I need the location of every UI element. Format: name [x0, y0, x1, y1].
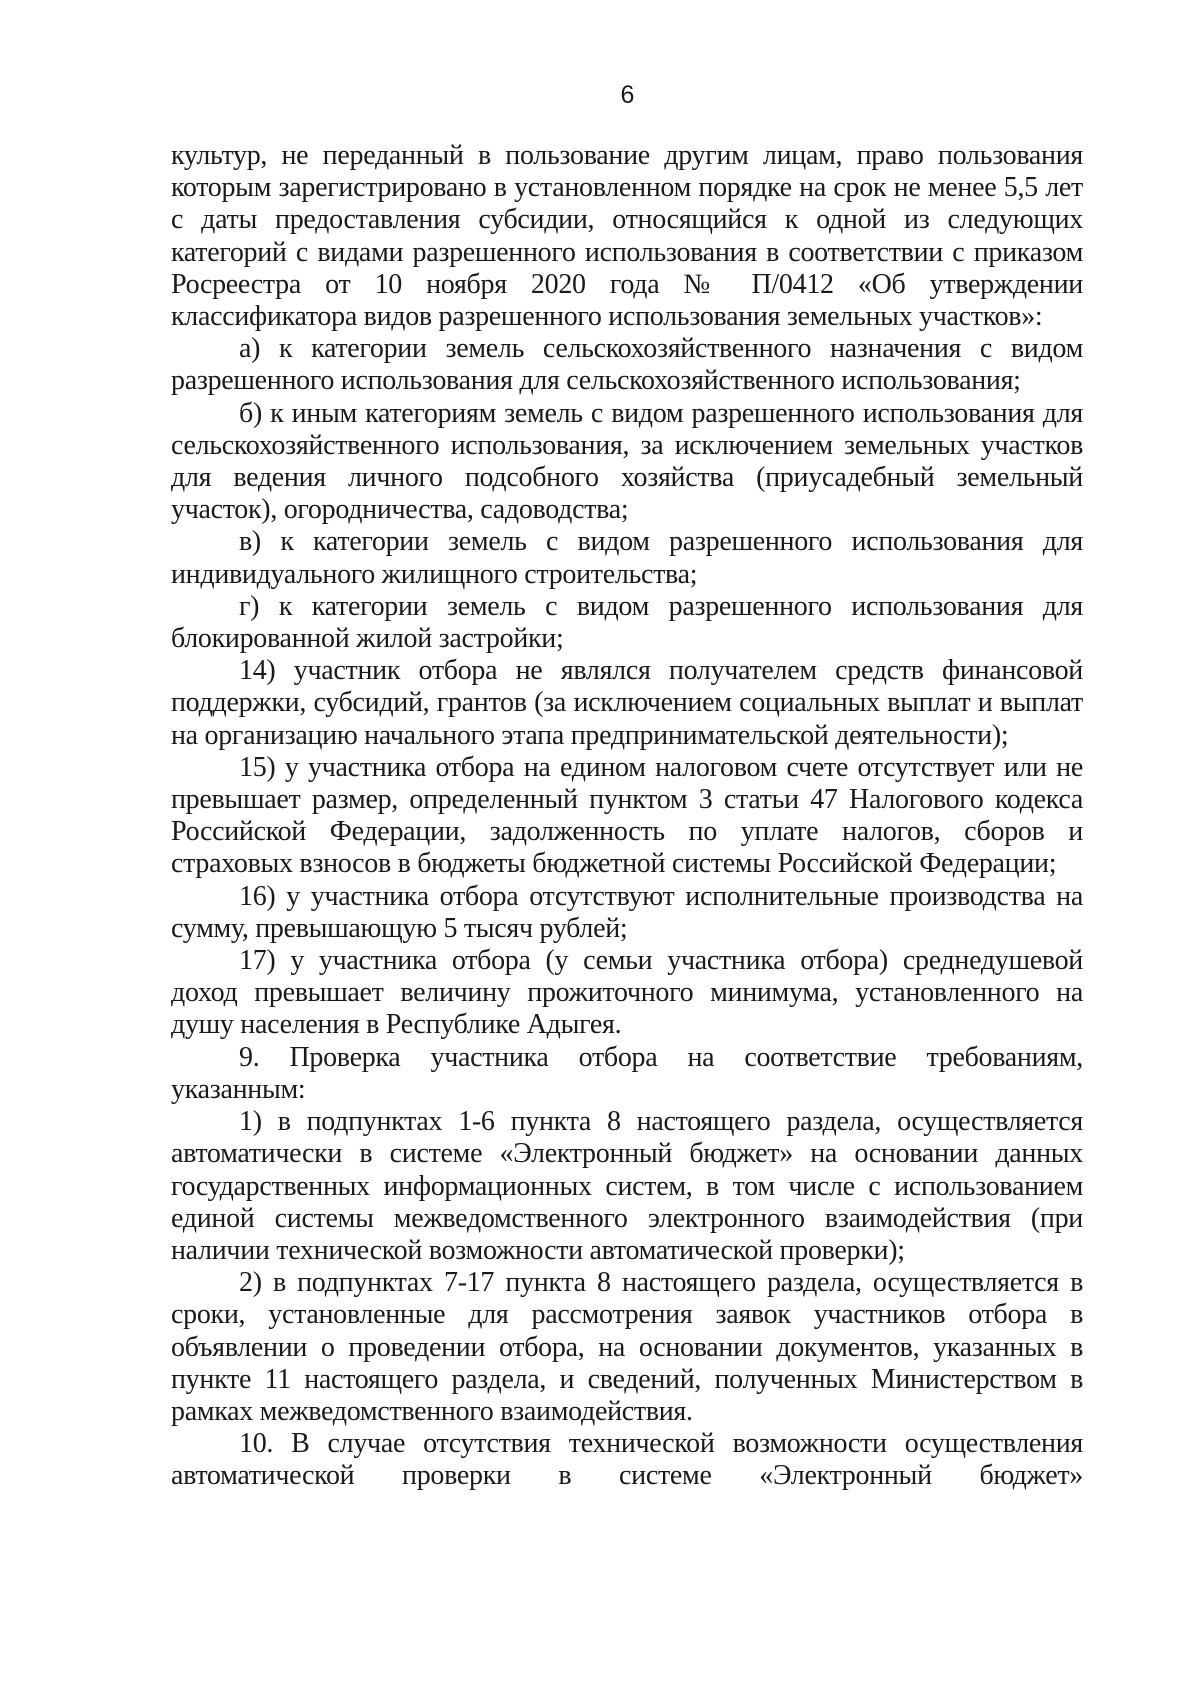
paragraph-item-a: а) к категории земель сельскохозяйственного назначения с видом разрешенного использования для сельскохозяйственного использования;	[171, 333, 1083, 397]
document-body	[171, 140, 1083, 1493]
page-number: 6	[620, 81, 635, 109]
paragraph-section-10: 10. В случае отсутствия технической возможности осуществления автоматической проверки в системе «Электронный бюджет»	[171, 1428, 1083, 1492]
paragraph-item-g: г) к категории земель с видом разрешенного использования для блокированной жилой застройки;	[171, 590, 1083, 655]
paragraph-item-15: 15) у участника отбора на едином налоговом счете отсутствует или не превышает размер, определенный пунктом 3 статьи 47 Налогового кодекса Российской Федерации, задолженность по уплате налогов, сборов и страховых взносов в бюджеты бюджетной системы Российской Федерации;	[171, 751, 1083, 880]
paragraph-continuation: культур, не переданный в пользование другим лицам, право пользования которым зарегистрировано в установленном порядке на срок не менее 5,5 лет с даты предоставления субсидии, относящийся к одной из следующих категорий с видами разрешенного использования в соответствии с приказом Росреестра от 10 ноября 2020 года № П/0412 «Об утверждении классификатора видов разрешенного использования земельных участков»:	[171, 140, 1083, 333]
paragraph-section-9-item-1: 1) в подпунктах 1-6 пункта 8 настоящего раздела, осуществляется автоматически в системе «Электронный бюджет» на основании данных государственных информационных систем, в том числе с использованием единой системы межведомственного электронного взаимодействия (при наличии технической возможности автоматической проверки);	[171, 1106, 1083, 1266]
paragraph-item-17: 17) у участника отбора (у семьи участника отбора) среднедушевой доход превышает величину прожиточного минимума, установленного на душу населения в Республике Адыгея.	[171, 945, 1083, 1041]
paragraph-item-b: б) к иным категориям земель с видом разрешенного использования для сельскохозяйственного использования, за исключением земельных участков для ведения личного подсобного хозяйства (приусадебный земельный участок), огородничества, садоводства;	[171, 397, 1083, 526]
paragraph-section-9: 9. Проверка участника отбора на соответствие требованиям, указанным:	[171, 1041, 1083, 1105]
paragraph-section-9-item-2: 2) в подпунктах 7-17 пункта 8 настоящего раздела, осуществляется в сроки, установленные для рассмотрения заявок участников отбора в объявлении о проведении отбора, на основании документов, указанных в пункте 11 настоящего раздела, и сведений, полученных Министерством в рамках межведомственного взаимодействия.	[171, 1267, 1083, 1427]
paragraph-item-16: 16) у участника отбора отсутствуют исполнительные производства на сумму, превышающую 5 тысяч рублей;	[171, 880, 1083, 944]
paragraph-item-14: 14) участник отбора не являлся получателем средств финансовой поддержки, субсидий, грантов (за исключением социальных выплат и выплат на организацию начального этапа предпринимательской деятельности);	[171, 655, 1083, 751]
paragraph-item-v: в) к категории земель с видом разрешенного использования для индивидуального жилищного строительства;	[171, 526, 1083, 590]
